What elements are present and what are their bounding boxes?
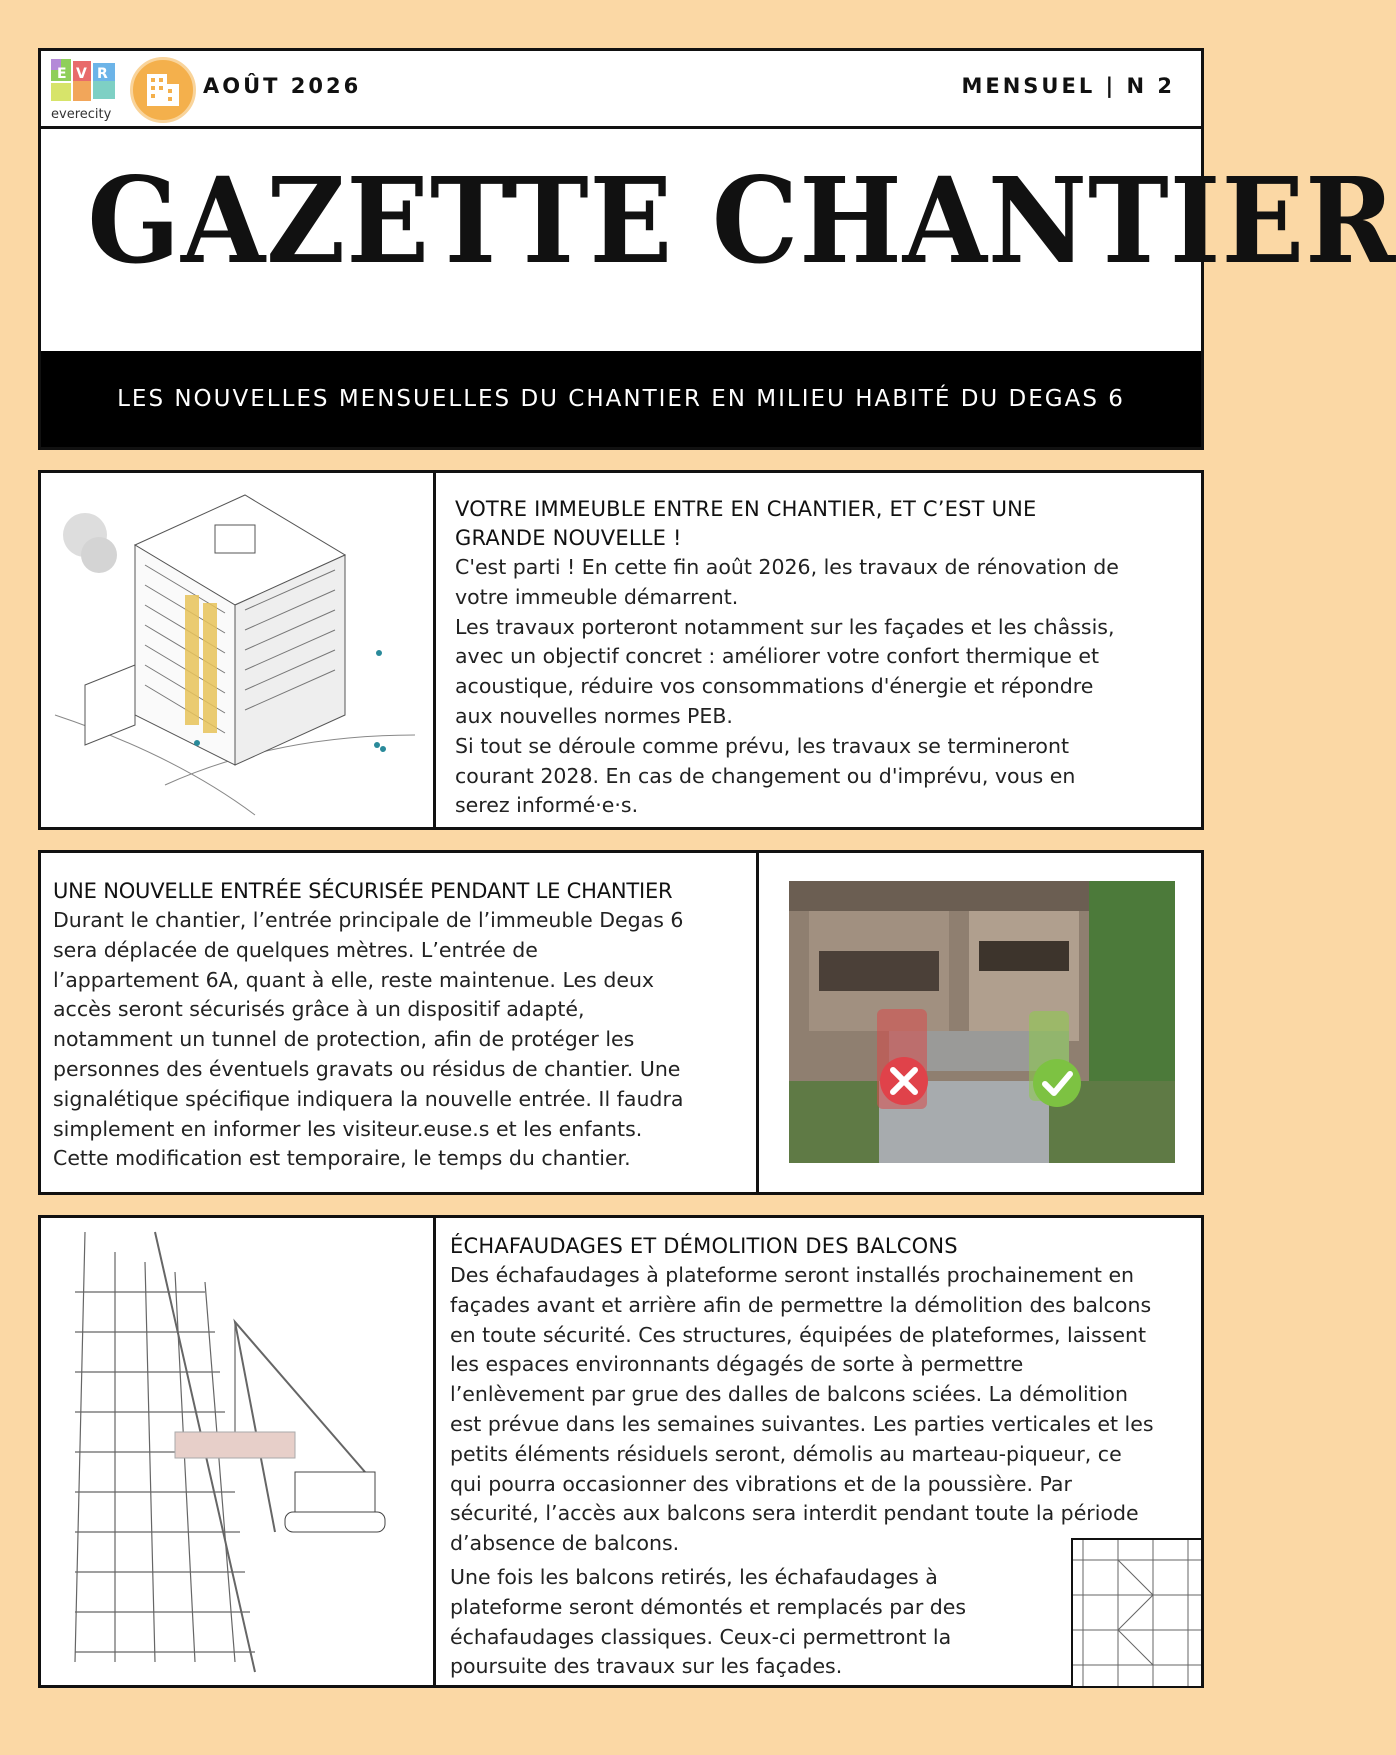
- text-line: acoustique, réduire vos consommations d'énergie et répondre: [455, 674, 1094, 699]
- text-line: serez informé·e·s.: [455, 793, 639, 818]
- article-heading: UNE NOUVELLE ENTRÉE SÉCURISÉE PENDANT LE CHANTIER: [53, 879, 673, 903]
- svg-text:V: V: [76, 66, 87, 82]
- subtitle-banner: LES NOUVELLES MENSUELLES DU CHANTIER EN MILIEU HABITÉ DU DEGAS 6: [41, 351, 1201, 447]
- classic-scaffolding-inset: [1071, 1538, 1203, 1688]
- text-line: avec un objectif concret : améliorer votre confort thermique et: [455, 644, 1099, 669]
- everecity-logo: [51, 59, 121, 123]
- text-line: plateforme seront démontés et remplacés par des: [450, 1594, 967, 1619]
- text-line: petits éléments résiduels seront, démolis au marteau-piqueur, ce: [450, 1441, 1122, 1466]
- text-line: Une fois les balcons retirés, les échafaudages à: [450, 1564, 938, 1589]
- issue-number: MENSUEL | N 2: [961, 74, 1175, 98]
- text-line: Durant le chantier, l’entrée principale de l’immeuble Degas 6: [53, 908, 684, 932]
- text-line: échafaudages classiques. Ceux-ci permettront la: [450, 1624, 952, 1649]
- text-line: Cette modification est temporaire, le temps du chantier.: [53, 1146, 631, 1171]
- text-line: en toute sécurité. Ces structures, équipées de plateformes, laissent: [450, 1322, 1146, 1347]
- masthead-topbar: [41, 51, 1201, 129]
- text-line: personnes des éventuels gravats ou résidus de chantier. Une: [53, 1056, 681, 1081]
- article-paragraph: [53, 906, 753, 1174]
- text-line: est prévue dans les semaines suivantes. Les parties verticales et les: [450, 1411, 1154, 1436]
- text-line: qui pourra occasionner des vibrations et de la poussière. Par: [450, 1471, 1072, 1496]
- logo-wordmark: everecity: [51, 107, 112, 122]
- svg-text:E: E: [57, 66, 67, 82]
- text-line: façades avant et arrière afin de permettre la démolition des balcons: [450, 1292, 1152, 1317]
- article-start-works: [38, 470, 1204, 830]
- text-line: Les travaux porteront notamment sur les façades et les châssis,: [455, 614, 1115, 639]
- text-line: simplement en informer les visiteur.euse.s et les enfants.: [53, 1116, 643, 1141]
- building-badge-icon: [130, 57, 196, 123]
- heading-line: GRANDE NOUVELLE !: [455, 526, 682, 550]
- column-divider: [756, 853, 759, 1192]
- svg-text:R: R: [97, 66, 108, 82]
- text-line: Des échafaudages à plateforme seront installés prochainement en: [450, 1263, 1135, 1287]
- article-body: [455, 495, 1195, 821]
- issue-date: AOÛT 2026: [203, 74, 362, 98]
- column-divider: [433, 1218, 436, 1685]
- text-line: poursuite des travaux sur les façades.: [450, 1654, 843, 1679]
- text-line: sera déplacée de quelques mètres. L’entrée de: [53, 937, 538, 962]
- text-line: aux nouvelles normes PEB.: [455, 703, 733, 728]
- entrance-photo: [789, 881, 1175, 1167]
- text-line: l’appartement 6A, quant à elle, reste maintenue. Les deux: [53, 967, 655, 992]
- article-paragraph: [455, 553, 1195, 821]
- text-line: courant 2028. En cas de changement ou d'imprévu, vous en: [455, 763, 1076, 788]
- article-scaffolding: [38, 1215, 1204, 1688]
- article-body: [53, 877, 753, 1174]
- scaffolding-crane-illustration: [55, 1232, 415, 1676]
- text-line: notamment un tunnel de protection, afin de protéger les: [53, 1027, 635, 1052]
- column-divider: [433, 473, 436, 827]
- heading-line: VOTRE IMMEUBLE ENTRE EN CHANTIER, ET C’EST UNE: [455, 497, 1037, 521]
- text-line: signalétique spécifique indiquera la nouvelle entrée. Il faudra: [53, 1086, 684, 1111]
- building-isometric-illustration: [55, 485, 415, 819]
- article-secure-entrance: [38, 850, 1204, 1195]
- text-line: d’absence de balcons.: [450, 1531, 680, 1556]
- allowed-check-icon: [1033, 1059, 1081, 1107]
- text-line: Si tout se déroule comme prévu, les travaux se termineront: [455, 733, 1069, 758]
- forbidden-cross-icon: [880, 1057, 928, 1105]
- text-line: sécurité, l’accès aux balcons sera interdit pendant toute la période: [450, 1501, 1139, 1526]
- text-line: l’enlèvement par grue des dalles de balcons sciées. La démolition: [450, 1382, 1128, 1407]
- masthead: [38, 48, 1396, 450]
- text-line: les espaces environnants dégagés de sorte à permettre: [450, 1352, 1024, 1377]
- text-line: accès seront sécurisés grâce à un dispositif adapté,: [53, 997, 585, 1022]
- article-heading: [455, 495, 1195, 553]
- page-title: GAZETTE CHANTIER: [87, 151, 1396, 290]
- text-line: votre immeuble démarrent.: [455, 584, 739, 609]
- article-heading: ÉCHAFAUDAGES ET DÉMOLITION DES BALCONS: [450, 1234, 958, 1258]
- text-line: C'est parti ! En cette fin août 2026, les travaux de rénovation de: [455, 555, 1119, 579]
